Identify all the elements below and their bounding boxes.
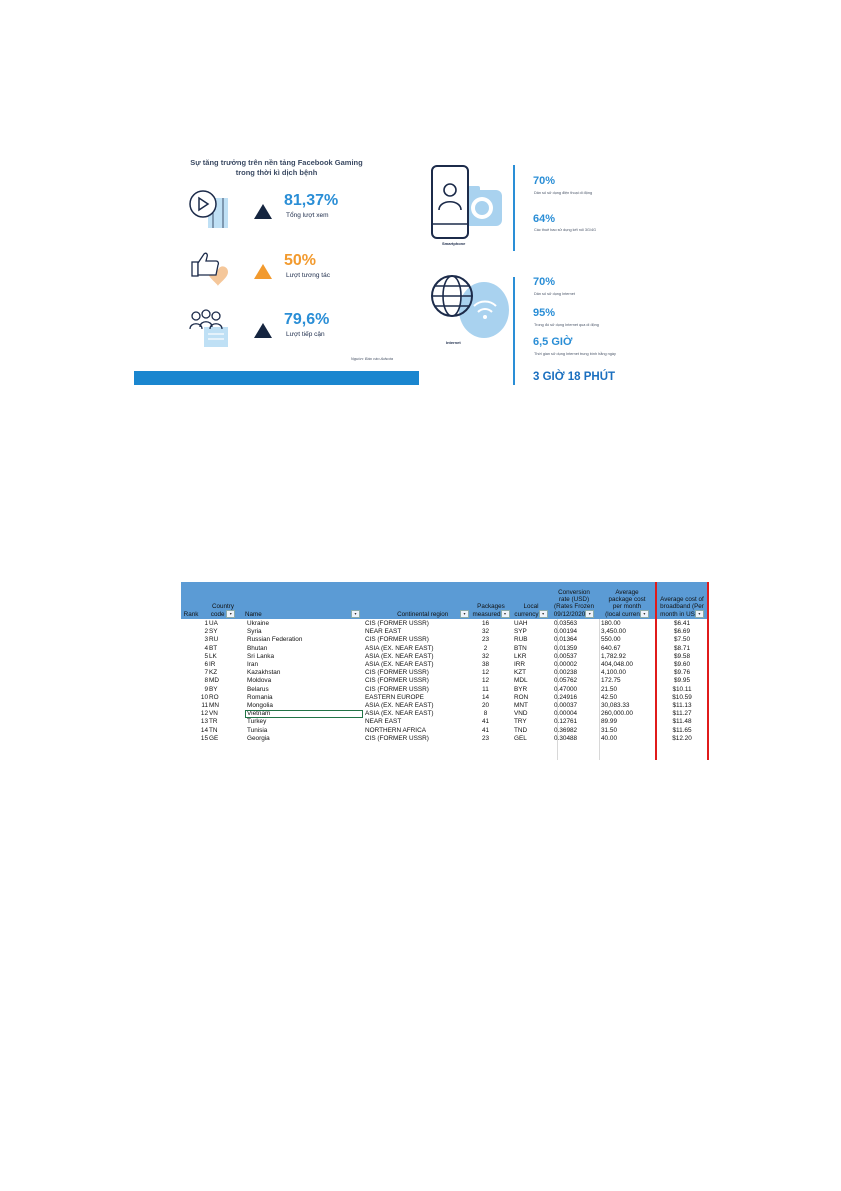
source-note: Nguồn: Báo cáo Adsota bbox=[350, 356, 393, 361]
cell-name[interactable]: Romania bbox=[247, 693, 273, 701]
table-header bbox=[181, 582, 709, 619]
stat-label: Thời gian sử dụng Internet trung bình hằng ngày bbox=[534, 352, 616, 356]
header-label: Packages bbox=[477, 603, 505, 610]
cell-name[interactable]: Syria bbox=[247, 628, 262, 636]
cell-currency[interactable]: RUB bbox=[514, 636, 528, 644]
cell-avg-local[interactable]: 30,083.33 bbox=[601, 702, 630, 709]
cell-avg-local[interactable]: 89.99 bbox=[601, 718, 617, 726]
cell-rank[interactable]: 7 bbox=[204, 669, 208, 677]
cell-country-code[interactable]: UA bbox=[209, 620, 218, 627]
up-triangle-icon bbox=[254, 204, 272, 219]
cell-avg-usd[interactable]: $6.69 bbox=[674, 628, 690, 636]
stat-label: Các thuê bao sử dụng kết nối 3G/4G bbox=[534, 228, 597, 232]
header-label: Average bbox=[615, 589, 639, 596]
broadband-cost-spreadsheet bbox=[181, 582, 709, 760]
cell-avg-usd[interactable]: $11.65 bbox=[672, 726, 692, 734]
cell-rank[interactable]: 14 bbox=[200, 726, 208, 734]
filter-button[interactable]: ▾ bbox=[539, 610, 548, 618]
cell-name[interactable]: Russian Federation bbox=[247, 636, 303, 644]
cell-avg-usd[interactable]: $8.71 bbox=[674, 644, 690, 652]
cell-name[interactable]: Tunisia bbox=[247, 726, 268, 734]
cell-rank[interactable]: 11 bbox=[201, 702, 208, 709]
cell-rank[interactable]: 4 bbox=[204, 644, 208, 652]
cell-continental-region[interactable]: NEAR EAST bbox=[365, 718, 402, 726]
header-label: package cost bbox=[608, 596, 646, 603]
cell-continental-region[interactable]: CIS (FORMER USSR) bbox=[365, 685, 429, 693]
filter-button[interactable]: ▾ bbox=[501, 610, 510, 618]
header-label: Name bbox=[245, 611, 262, 618]
stat-label: Tổng lượt xem bbox=[286, 212, 329, 219]
divider-line bbox=[513, 277, 515, 385]
header-average-package-cost[interactable] bbox=[599, 589, 655, 618]
cell-conversion-rate[interactable]: 0.00004 bbox=[554, 710, 578, 718]
header-label: Country bbox=[211, 603, 235, 610]
table-row[interactable] bbox=[181, 661, 709, 669]
cell-rank[interactable]: 10 bbox=[200, 693, 208, 701]
header-name[interactable] bbox=[245, 611, 363, 618]
cell-avg-usd[interactable]: $10.59 bbox=[672, 693, 692, 701]
cell-continental-region[interactable]: ASIA (EX. NEAR EAST) bbox=[365, 644, 434, 652]
cell-conversion-rate[interactable]: 0.30488 bbox=[554, 734, 578, 742]
cell-avg-usd[interactable]: $10.11 bbox=[672, 685, 692, 693]
stat-label: Dân số sử dụng điện thoại di động bbox=[534, 191, 593, 195]
table-row[interactable] bbox=[181, 636, 709, 644]
stat-label: Lượt tiếp cận bbox=[286, 331, 325, 338]
cell-conversion-rate[interactable]: 0.01359 bbox=[554, 644, 578, 652]
cell-rank[interactable]: 13 bbox=[200, 718, 208, 726]
cell-conversion-rate[interactable]: 0.00194 bbox=[554, 628, 578, 636]
cell-conversion-rate[interactable]: 0.00537 bbox=[554, 652, 578, 660]
cell-continental-region[interactable]: ASIA (EX. NEAR EAST) bbox=[365, 652, 434, 660]
internet-caption: Internet bbox=[446, 340, 461, 345]
cell-packages[interactable]: 20 bbox=[481, 702, 490, 709]
stat-label: Lượt tương tác bbox=[286, 272, 330, 279]
cell-packages[interactable]: 41 bbox=[481, 726, 490, 734]
header-country-code[interactable] bbox=[203, 603, 243, 618]
cell-packages[interactable]: 11 bbox=[482, 685, 489, 693]
cell-name[interactable]: Kazakhstan bbox=[247, 669, 281, 677]
cell-rank[interactable]: 2 bbox=[204, 628, 208, 636]
cell-packages[interactable]: 2 bbox=[483, 644, 488, 652]
cell-continental-region[interactable]: ASIA (EX. NEAR EAST) bbox=[365, 661, 434, 668]
cell-avg-local[interactable]: 31.50 bbox=[601, 726, 617, 734]
stat-value: 50% bbox=[284, 252, 317, 269]
cell-conversion-rate[interactable]: 0.03563 bbox=[554, 620, 578, 627]
table-row[interactable] bbox=[181, 694, 709, 702]
cell-avg-usd[interactable]: $9.58 bbox=[674, 652, 690, 660]
cell-conversion-rate[interactable]: 0.00037 bbox=[554, 702, 578, 709]
filter-button[interactable]: ▾ bbox=[640, 610, 649, 618]
filter-button[interactable]: ▾ bbox=[226, 610, 235, 618]
thumbs-up-heart-icon bbox=[186, 248, 236, 294]
cell-currency[interactable]: KZT bbox=[514, 669, 527, 677]
header-label: Rank bbox=[183, 611, 199, 618]
header-label: Average cost of bbox=[660, 596, 704, 603]
cell-avg-usd[interactable]: $6.41 bbox=[674, 620, 690, 627]
filter-button[interactable]: ▾ bbox=[585, 610, 594, 618]
table-row[interactable] bbox=[181, 669, 709, 677]
cell-currency[interactable]: VND bbox=[514, 710, 528, 718]
cell-currency[interactable]: SYP bbox=[514, 628, 527, 636]
cell-country-code[interactable]: BT bbox=[209, 644, 218, 652]
cell-avg-local[interactable]: 3,450.00 bbox=[601, 628, 626, 636]
cell-country-code[interactable]: LK bbox=[209, 652, 217, 660]
table-row[interactable] bbox=[181, 645, 709, 653]
cell-currency[interactable]: IRR bbox=[514, 661, 526, 668]
header-local-currency[interactable] bbox=[513, 603, 549, 618]
cell-avg-usd[interactable]: $11.48 bbox=[672, 718, 692, 726]
cell-country-code[interactable]: IR bbox=[209, 661, 216, 668]
cell-name[interactable]: Georgia bbox=[247, 734, 270, 742]
selected-cell-outline bbox=[245, 710, 363, 718]
cell-avg-local[interactable]: 550.00 bbox=[601, 636, 621, 644]
cell-avg-local[interactable]: 404,048.00 bbox=[601, 661, 633, 668]
filter-button[interactable]: ▾ bbox=[695, 610, 704, 618]
cell-name[interactable]: Bhutan bbox=[247, 644, 268, 652]
cell-avg-local[interactable]: 180.00 bbox=[601, 620, 621, 627]
cell-rank[interactable]: 8 bbox=[204, 677, 208, 685]
footer-bar bbox=[134, 371, 419, 385]
cell-avg-local[interactable]: 1,782.92 bbox=[601, 652, 626, 660]
header-label: 09/12/2020 bbox=[553, 611, 586, 618]
cell-currency[interactable]: RON bbox=[514, 693, 529, 701]
header-label: month in US bbox=[660, 611, 695, 618]
cell-avg-usd[interactable]: $12.20 bbox=[672, 734, 692, 742]
cell-continental-region[interactable]: ASIA (EX. NEAR EAST) bbox=[365, 702, 434, 709]
header-label: (local curren bbox=[605, 611, 640, 618]
header-label: measured bbox=[472, 611, 501, 618]
cell-name[interactable]: Iran bbox=[247, 661, 259, 668]
header-label: per month bbox=[612, 603, 642, 610]
cell-continental-region[interactable]: NEAR EAST bbox=[365, 628, 402, 636]
header-label: Local bbox=[523, 603, 539, 610]
cell-currency[interactable]: UAH bbox=[514, 620, 528, 627]
table-row[interactable] bbox=[181, 686, 709, 694]
cell-packages[interactable]: 32 bbox=[481, 628, 490, 636]
cell-avg-usd[interactable]: $9.95 bbox=[674, 677, 690, 685]
cell-continental-region[interactable]: CIS (FORMER USSR) bbox=[365, 636, 429, 644]
smartphone-camera-icon bbox=[426, 164, 514, 244]
globe-wifi-icon bbox=[424, 272, 514, 348]
cell-conversion-rate[interactable]: 0.01364 bbox=[554, 636, 578, 644]
infographic-title-line1: Sự tăng trưởng trên nền tảng Facebook Gaming bbox=[190, 158, 363, 167]
smartphone-caption: Smartphone bbox=[442, 241, 466, 246]
cell-packages[interactable]: 12 bbox=[481, 677, 490, 685]
cell-rank[interactable]: 9 bbox=[204, 685, 208, 693]
cell-conversion-rate[interactable]: 0.47000 bbox=[554, 685, 578, 693]
cell-packages[interactable]: 8 bbox=[483, 710, 488, 718]
people-group-icon bbox=[186, 307, 236, 353]
cell-name[interactable]: Ukraine bbox=[247, 620, 270, 627]
stat-value: 6,5 GIỜ bbox=[533, 336, 573, 348]
up-triangle-icon bbox=[254, 323, 272, 338]
table-row[interactable] bbox=[181, 718, 709, 726]
cell-country-code[interactable]: MN bbox=[209, 702, 219, 709]
cell-currency[interactable]: TND bbox=[514, 726, 528, 734]
cell-name[interactable]: Turkey bbox=[247, 718, 267, 726]
header-label: Continental region bbox=[397, 611, 449, 618]
cell-packages[interactable]: 23 bbox=[481, 636, 490, 644]
cell-continental-region[interactable]: EASTERN EUROPE bbox=[365, 693, 424, 701]
cell-conversion-rate[interactable]: 0.00238 bbox=[554, 669, 578, 677]
cell-continental-region[interactable]: CIS (FORMER USSR) bbox=[365, 734, 429, 742]
cell-rank[interactable]: 1 bbox=[204, 620, 208, 627]
table-row[interactable] bbox=[181, 653, 709, 661]
cell-avg-local[interactable]: 4,100.00 bbox=[601, 669, 626, 677]
cell-rank[interactable]: 15 bbox=[200, 734, 208, 742]
stat-reach bbox=[134, 307, 419, 357]
cell-packages[interactable]: 38 bbox=[481, 661, 490, 668]
cell-conversion-rate[interactable]: 0.05762 bbox=[554, 677, 578, 685]
cell-packages[interactable]: 12 bbox=[481, 669, 490, 677]
cell-rank[interactable]: 12 bbox=[200, 710, 208, 718]
stat-interactions bbox=[134, 248, 419, 298]
cell-currency[interactable]: BTN bbox=[514, 644, 527, 652]
facebook-gaming-infographic bbox=[134, 150, 419, 385]
highlight-border bbox=[707, 582, 709, 760]
stat-value: 70% bbox=[533, 276, 556, 288]
stat-value: 79,6% bbox=[284, 311, 330, 328]
cell-continental-region[interactable]: CIS (FORMER USSR) bbox=[365, 620, 429, 627]
cell-packages[interactable]: 41 bbox=[481, 718, 490, 726]
header-continental-region[interactable] bbox=[365, 610, 469, 618]
cell-name[interactable]: Mongolia bbox=[247, 702, 273, 709]
cell-currency[interactable]: MNT bbox=[514, 702, 528, 709]
internet-usage-infographic bbox=[420, 150, 616, 385]
table-row[interactable] bbox=[181, 628, 709, 636]
table-row[interactable] bbox=[181, 620, 709, 628]
cell-currency[interactable]: BYR bbox=[514, 685, 528, 693]
table-row[interactable] bbox=[181, 735, 709, 743]
stat-label: Dân số sử dụng Internet bbox=[534, 292, 575, 296]
cell-country-code[interactable]: RU bbox=[209, 636, 219, 644]
cell-country-code[interactable]: BY bbox=[209, 685, 218, 693]
cell-avg-usd[interactable]: $7.50 bbox=[674, 636, 690, 644]
stat-views bbox=[134, 188, 419, 238]
header-label: Conversion bbox=[558, 589, 590, 596]
cell-country-code[interactable]: MD bbox=[209, 677, 219, 685]
cell-continental-region[interactable]: ASIA (EX. NEAR EAST) bbox=[365, 710, 434, 718]
header-rank[interactable] bbox=[181, 611, 201, 618]
highlight-border bbox=[655, 582, 657, 760]
header-label: broadband (Per bbox=[660, 603, 704, 610]
cell-continental-region[interactable]: CIS (FORMER USSR) bbox=[365, 669, 429, 677]
cell-currency[interactable]: MDL bbox=[514, 677, 528, 685]
cell-country-code[interactable]: TN bbox=[209, 726, 218, 734]
filter-button[interactable]: ▾ bbox=[351, 610, 360, 618]
cell-conversion-rate[interactable]: 0.24916 bbox=[554, 693, 578, 701]
stat-value: 95% bbox=[533, 307, 556, 319]
header-label: (Rates Frozen bbox=[554, 603, 594, 610]
stat-value: 81,37% bbox=[284, 192, 339, 209]
cell-avg-local[interactable]: 40.00 bbox=[601, 734, 617, 742]
table-row[interactable] bbox=[181, 710, 709, 718]
cell-packages[interactable]: 14 bbox=[481, 693, 490, 701]
header-label: code bbox=[210, 611, 225, 618]
cell-conversion-rate[interactable]: 0.36982 bbox=[554, 726, 578, 734]
cell-name[interactable]: Moldova bbox=[247, 677, 272, 685]
cell-avg-local[interactable]: 640.67 bbox=[601, 644, 621, 652]
video-play-icon bbox=[186, 188, 236, 234]
cell-country-code[interactable]: VN bbox=[209, 710, 218, 718]
cell-currency[interactable]: LKR bbox=[514, 652, 527, 660]
cell-conversion-rate[interactable]: 0.00002 bbox=[554, 661, 578, 668]
header-conversion-rate[interactable] bbox=[550, 589, 598, 618]
cell-conversion-rate[interactable]: 0.12761 bbox=[554, 718, 578, 726]
cell-continental-region[interactable]: CIS (FORMER USSR) bbox=[365, 677, 429, 685]
cell-currency[interactable]: GEL bbox=[514, 734, 527, 742]
stat-value: 64% bbox=[533, 213, 556, 225]
header-label: currency bbox=[514, 611, 539, 618]
cell-avg-local[interactable]: 172.75 bbox=[601, 677, 621, 685]
cell-country-code[interactable]: TR bbox=[209, 718, 218, 726]
table-row[interactable] bbox=[181, 727, 709, 735]
cell-avg-usd[interactable]: $11.13 bbox=[672, 702, 692, 709]
cell-currency[interactable]: TRY bbox=[514, 718, 527, 726]
cell-name[interactable]: Vietnam bbox=[247, 710, 271, 718]
filter-button[interactable]: ▾ bbox=[460, 610, 469, 618]
cell-country-code[interactable]: GE bbox=[209, 734, 219, 742]
infographic-title-line2: trong thời kì dịch bệnh bbox=[235, 168, 318, 177]
stat-label: Trong đó sử dụng Internet qua di động bbox=[534, 323, 599, 327]
cell-name[interactable]: Sri Lanka bbox=[247, 652, 274, 660]
cell-rank[interactable]: 5 bbox=[204, 652, 208, 660]
cell-packages[interactable]: 23 bbox=[481, 734, 490, 742]
cell-avg-usd[interactable]: $11.27 bbox=[672, 710, 692, 718]
header-label: rate (USD) bbox=[558, 596, 590, 603]
cell-packages[interactable]: 16 bbox=[481, 620, 490, 627]
cell-rank[interactable]: 6 bbox=[204, 661, 208, 668]
table-row[interactable] bbox=[181, 702, 709, 710]
table-row[interactable] bbox=[181, 677, 709, 685]
cell-country-code[interactable]: RO bbox=[209, 693, 219, 701]
cell-avg-local[interactable]: 42.50 bbox=[601, 693, 617, 701]
divider-line bbox=[513, 165, 515, 251]
cell-country-code[interactable]: SY bbox=[209, 628, 218, 636]
stat-value: 3 GIỜ 18 PHÚT bbox=[533, 371, 616, 383]
cell-avg-local[interactable]: 260,000.00 bbox=[601, 710, 633, 718]
header-average-broadband-cost[interactable] bbox=[657, 596, 707, 618]
header-packages-measured[interactable] bbox=[471, 603, 511, 618]
cell-avg-usd[interactable]: $9.76 bbox=[674, 669, 690, 677]
cell-avg-local[interactable]: 21.50 bbox=[601, 685, 617, 693]
up-triangle-icon bbox=[254, 264, 272, 279]
cell-continental-region[interactable]: NORTHERN AFRICA bbox=[365, 726, 426, 734]
cell-name[interactable]: Belarus bbox=[247, 685, 269, 693]
cell-rank[interactable]: 3 bbox=[204, 636, 208, 644]
cell-avg-usd[interactable]: $9.60 bbox=[674, 661, 690, 668]
stat-value: 70% bbox=[533, 175, 556, 187]
cell-packages[interactable]: 32 bbox=[481, 652, 490, 660]
cell-country-code[interactable]: KZ bbox=[209, 669, 218, 677]
